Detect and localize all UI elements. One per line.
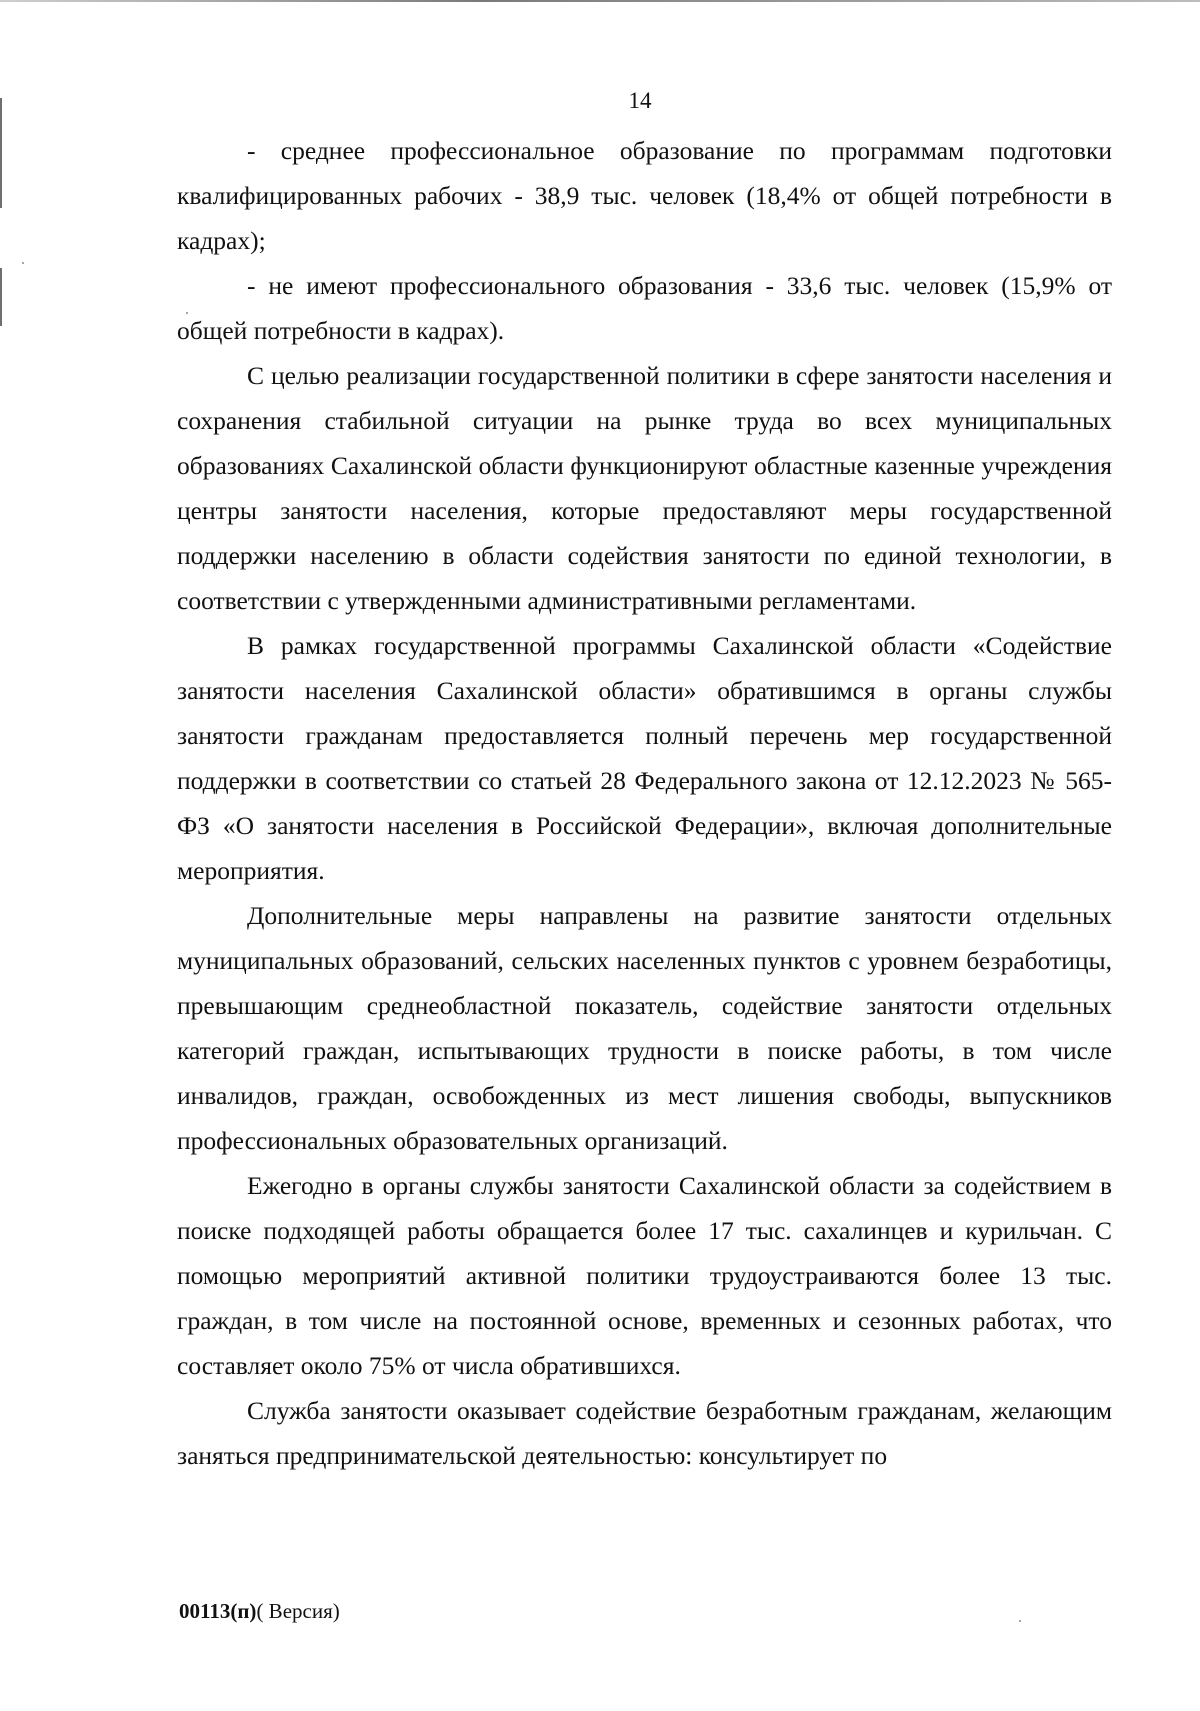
- scan-margin-line: [0, 268, 2, 326]
- scan-speck: [1019, 1620, 1021, 1622]
- scan-margin-line: [0, 98, 2, 208]
- document-version: ( Версия): [256, 1599, 340, 1623]
- scan-top-edge: [0, 0, 1200, 2]
- paragraph-secondary-vocational: - среднее профессиональное образование по программам подготовки квалифицированных рабочих - 38,9 тыс. человек (18,4% от общей потребности в кадрах);: [177, 136, 1112, 255]
- paragraph-no-vocational: - не имеют профессионального образования - 33,6 тыс. человек (15,9% от общей потребности в кадрах).: [177, 271, 1112, 345]
- document-footer: [179, 1599, 340, 1624]
- document-code: 00113(п): [179, 1599, 257, 1623]
- paragraph-state-policy: С целью реализации государственной политики в сфере занятости населения и сохранения стабильной ситуации на рынке труда во всех муниципальных образованиях Сахалинской области функционируют областные казенные учреждения центры занятости населения, которые предоставляют меры государственной поддержки населению в области содействия занятости по единой технологии, в соответствии с утвержденными административными регламентами.: [177, 361, 1112, 615]
- paragraph-state-program: В рамках государственной программы Сахалинской области «Содействие занятости населения Сахалинской области» обратившимся в органы службы занятости гражданам предоставляется полный перечень мер государственной поддержки в соответствии со статьей 28 Федерального закона от 12.12.2023 № 565-ФЗ «О занятости населения в Российской Федерации», включая дополнительные мероприятия.: [177, 631, 1112, 885]
- paragraph-entrepreneurship: Служба занятости оказывает содействие безработным гражданам, желающим заняться предпринимательской деятельностью: консультирует по: [177, 1396, 1112, 1470]
- page-number: 14: [628, 88, 652, 113]
- paragraph-annual-statistics: Ежегодно в органы службы занятости Сахалинской области за содействием в поиске подходящей работы обращается более 17 тыс. сахалинцев и курильчан. С помощью мероприятий активной политики трудоустраиваются более 13 тыс. граждан, в том числе на постоянной основе, временных и сезонных работах, что составляет около 75% от числа обратившихся.: [177, 1171, 1112, 1380]
- document-body: [177, 128, 1112, 1478]
- paragraph-additional-measures: Дополнительные меры направлены на развитие занятости отдельных муниципальных образований, сельских населенных пунктов с уровнем безработицы, превышающим среднеобластной показатель, содействие занятости отдельных категорий граждан, испытывающих трудности в поиске работы, в том числе инвалидов, граждан, освобожденных из мест лишения свободы, выпускников профессиональных образовательных организаций.: [177, 901, 1112, 1155]
- scan-speck: [22, 262, 24, 264]
